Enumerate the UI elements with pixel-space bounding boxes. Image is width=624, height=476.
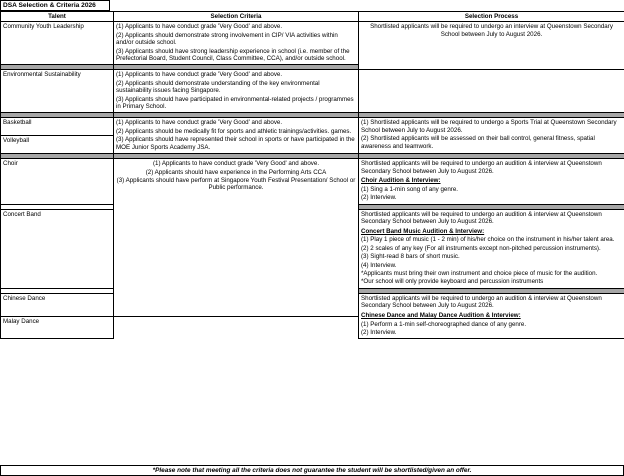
- process-item: (3) Sight-read 8 bars of short music.: [361, 253, 460, 261]
- process-item: (2) Interview.: [361, 194, 397, 202]
- talent-basketball: Basketball: [1, 118, 114, 136]
- process-leadership-sustainability: [359, 22, 624, 70]
- criteria-item: (2) Applicants should demonstrate understanding of the key environmental sustainability issues facing Singapore.: [116, 79, 320, 95]
- process-item: (2) Shortlisted applicants will be assessed on their ball control, general fitness, spatial awareness and teamwork.: [361, 135, 595, 150]
- dsa-criteria-table: [0, 11, 624, 339]
- process-concert-band: [359, 209, 624, 288]
- page-title: DSA Selection & Criteria 2026: [0, 0, 110, 11]
- process-item: (1) Play 1 piece of music (1 - 2 min) of his/her choice on the instrument in his/her talent area.: [361, 236, 615, 244]
- process-intro: Shortlisted applicants will be required to undergo an audition & interview at Queenstown Secondary School between July to August 2026.: [361, 294, 602, 310]
- process-item: (2) Interview.: [361, 328, 397, 336]
- process-sports: [359, 118, 624, 154]
- column-header-talent: Talent: [1, 12, 114, 22]
- criteria-item: (3) Applicants should have strong leadership experience in school (i.e. member of the Prefectorial Board, Student Council, Class Committee, CCA), and/or outside school.: [116, 47, 350, 63]
- process-dance: [359, 293, 624, 339]
- process-item: (1) Shortlisted applicants will be required to undergo a Sports Trial at Queenstown Secondary School between July to August 2026.: [361, 119, 617, 134]
- column-header-criteria: Selection Criteria: [114, 12, 359, 22]
- table-row: [1, 70, 624, 113]
- talent-community-youth-leadership: Community Youth Leadership: [1, 22, 114, 65]
- criteria-item: (1) Applicants to have conduct grade 'Very Good' and above.: [116, 23, 283, 31]
- process-item: (2) 2 scales of any key (For all instruments except non-pitched percussion instruments).: [361, 244, 601, 252]
- process-text: Shortlisted applicants will be required to undergo an interview at Queenstown Secondary School between July to August 2026.: [370, 23, 613, 38]
- criteria-environmental-sustainability: [114, 70, 359, 113]
- criteria-item: (2) Applicants should be medically fit for sports and athletic trainings/activities. games.: [116, 127, 352, 135]
- process-item: (4) Interview.: [361, 261, 397, 269]
- talent-environmental-sustainability: Environmental Sustainability: [1, 70, 114, 113]
- talent-concert-band: Concert Band: [1, 209, 114, 288]
- criteria-item: (1) Applicants to have conduct grade 'Very Good' and above.: [116, 71, 283, 79]
- process-heading: Concert Band Music Audition & Interview:: [361, 227, 485, 235]
- process-heading: Chinese Dance and Malay Dance Audition & Interview:: [361, 312, 521, 320]
- talent-choir: Choir: [1, 159, 114, 205]
- process-choir: [359, 159, 624, 205]
- process-heading: Choir Audition & Interview:: [361, 177, 441, 185]
- process-note: *Our school will only provide keyboard and percussion instruments: [361, 278, 544, 286]
- process-note: *Applicants must bring their own instrument and choice piece of music for the audition.: [361, 269, 598, 277]
- criteria-item: (2) Applicants should have experience in the Performing Arts CCA: [145, 168, 327, 176]
- column-header-process: Selection Process: [359, 12, 624, 22]
- criteria-sports: [114, 118, 359, 154]
- process-intro: Shortlisted applicants will be required to undergo an audition & interview at Queenstown Secondary School between July to August 2026.: [361, 160, 602, 175]
- criteria-item: (1) Applicants to have conduct grade 'Very Good' and above.: [116, 119, 283, 127]
- criteria-item: (3) Applicants should have represented their school in sports or have participated in the MOE Junior Sports Academy JSA.: [116, 136, 355, 151]
- talent-volleyball: Volleyball: [1, 136, 114, 154]
- footer-note: *Please note that meeting all the criteria does not guarantee the student will be shortlisted/given an offer.: [0, 465, 624, 476]
- criteria-item: (3) Applicants should have perform at Singapore Youth Festival Presentation/ School or Public performance.: [116, 176, 356, 192]
- criteria-community-youth-leadership: [114, 22, 359, 65]
- process-item: (1) Sing a 1-min song of any genre.: [361, 185, 458, 193]
- process-intro: Shortlisted applicants will be required to undergo an audition & interview at Queenstown Secondary School between July to August 2026.: [361, 210, 602, 226]
- talent-chinese-dance: Chinese Dance: [1, 293, 114, 316]
- table-row: [1, 22, 624, 65]
- criteria-item: (2) Applicants should demonstrate strong involvement in CIP/ VIA activities within and/or outside school.: [116, 31, 338, 47]
- table-row: [1, 118, 624, 136]
- criteria-item: (1) Applicants to have conduct grade 'Very Good' and above.: [152, 160, 320, 168]
- talent-malay-dance: Malay Dance: [1, 316, 114, 339]
- process-item: (1) Perform a 1-min self-choreographed dance of any genre.: [361, 320, 527, 328]
- criteria-performing-arts: [114, 159, 359, 316]
- table-row: [1, 159, 624, 205]
- table-header-row: [1, 12, 624, 22]
- process-environmental-sustainability: [359, 70, 624, 113]
- criteria-item: (3) Applicants should have participated in environmental-related projects / programmes in Primary School.: [116, 95, 354, 111]
